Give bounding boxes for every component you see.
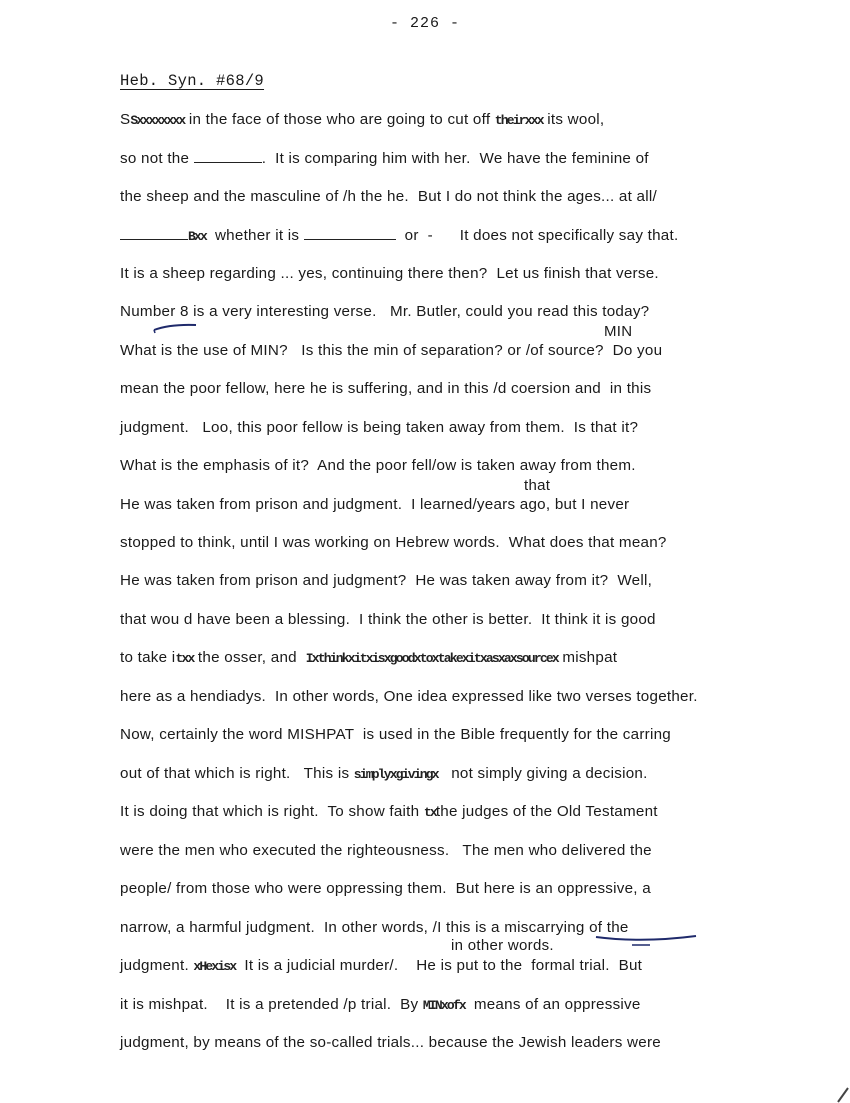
typed-overstrike: simplyxgivingx <box>353 767 438 782</box>
handwritten-underline-number-8 <box>150 322 200 334</box>
fill-in-blank <box>304 227 396 240</box>
line-text: it is mishpat. It is a pretended /p trial. By <box>120 996 423 1013</box>
body-line: judgment. Loo, this poor fellow is being taken away from them. Is that it? <box>120 419 639 436</box>
body-line: What is the use of MIN? Is this the min of separation? or /of source? Do you <box>120 342 663 359</box>
body-line: mean the poor fellow, here he is suffering, and in this /d coersion and in this <box>120 380 652 397</box>
line-text: . It is comparing him with her. We have the feminine of <box>261 150 649 167</box>
interlinear-insertion-in-other-words: in other words. <box>451 937 554 954</box>
body-line <box>120 765 648 782</box>
body-line: here as a hendiadys. In other words, One idea expressed like two verses together. <box>120 688 698 705</box>
body-line: that wou d have been a blessing. I think the other is better. It think it is good <box>120 611 656 628</box>
body-line <box>120 649 617 666</box>
body-line: It is a sheep regarding ... yes, continuing there then? Let us finish that verse. <box>120 265 659 282</box>
line-text: It is doing that which is right. To show faith <box>120 803 424 820</box>
fill-in-blank <box>194 150 262 163</box>
page-number: - 226 - <box>389 15 460 32</box>
body-line: He was taken from prison and judgment? He was taken away from it? Well, <box>120 572 653 589</box>
line-text: S <box>120 111 131 128</box>
line-text: It is a judicial murder/. He is put to the formal trial. But <box>235 957 643 974</box>
line-text: whether it is <box>206 227 304 244</box>
typed-overstrike: tx <box>423 805 436 820</box>
body-line <box>120 150 649 167</box>
body-line: were the men who executed the righteousness. The men who delivered the <box>120 842 652 859</box>
line-text: mishpat <box>557 649 618 666</box>
line-text: - It does not specifically say that. <box>423 227 679 244</box>
line-text: not simply giving a decision. <box>437 765 648 782</box>
body-line <box>120 996 641 1013</box>
body-line: He was taken from prison and judgment. I learned/years ago, but I never <box>120 496 630 513</box>
typed-overstrike: xHexisx <box>193 959 236 974</box>
interlinear-insertion-min: MIN <box>604 323 633 340</box>
line-text: so not the <box>120 150 194 167</box>
line-text: to take i <box>120 649 176 666</box>
body-line: people/ from those who were oppressing them. But here is an oppressive, a <box>120 880 651 897</box>
body-line: judgment, by means of the so-called trials... because the Jewish leaders were <box>120 1034 661 1051</box>
line-text: judgment. <box>120 957 194 974</box>
line-text: means of an oppressive <box>464 996 641 1013</box>
body-line <box>120 227 678 244</box>
body-line: Now, certainly the word MISHPAT is used in the Bible frequently for the carring <box>120 726 671 743</box>
line-text: or <box>395 227 424 244</box>
fill-in-blank <box>120 227 188 240</box>
body-line: What is the emphasis of it? And the poor fell/ow is taken away from them. <box>120 457 636 474</box>
interlinear-insertion-that: that <box>524 477 551 494</box>
typed-overstrike: txx <box>175 651 194 666</box>
typed-overstrike: Ixthinkxitxisxgoodxtoxtakexitxasxaxsourcex <box>305 651 558 666</box>
body-line: stopped to think, until I was working on Hebrew words. What does that mean? <box>120 534 667 551</box>
body-line <box>120 111 604 128</box>
margin-pen-mark <box>836 1086 850 1103</box>
body-line: Number 8 is a very interesting verse. Mr. Butler, could you read this today? <box>120 303 650 320</box>
typed-overstrike: theirxxx <box>494 113 543 128</box>
typed-overstrike: MINxofx <box>422 998 465 1013</box>
line-text: its wool, <box>542 111 605 128</box>
handwritten-underline-miscarrying <box>592 933 702 947</box>
line-text: the osser, and <box>193 649 306 666</box>
document-heading: Heb. Syn. #68/9 <box>120 72 265 90</box>
line-text: the judges of the Old Testament <box>435 803 658 820</box>
typed-overstrike: Sxxxxxxxx <box>130 113 185 128</box>
body-line <box>120 957 642 974</box>
body-line: the sheep and the masculine of /h the he. But I do not think the ages... at all/ <box>120 188 657 205</box>
typed-overstrike: Bxx <box>188 229 207 244</box>
line-text: out of that which is right. This is <box>120 765 354 782</box>
body-line <box>120 803 658 820</box>
body-line: narrow, a harmful judgment. In other words, /I this is a miscarrying of the <box>120 919 629 936</box>
line-text: in the face of those who are going to cut off <box>184 111 495 128</box>
